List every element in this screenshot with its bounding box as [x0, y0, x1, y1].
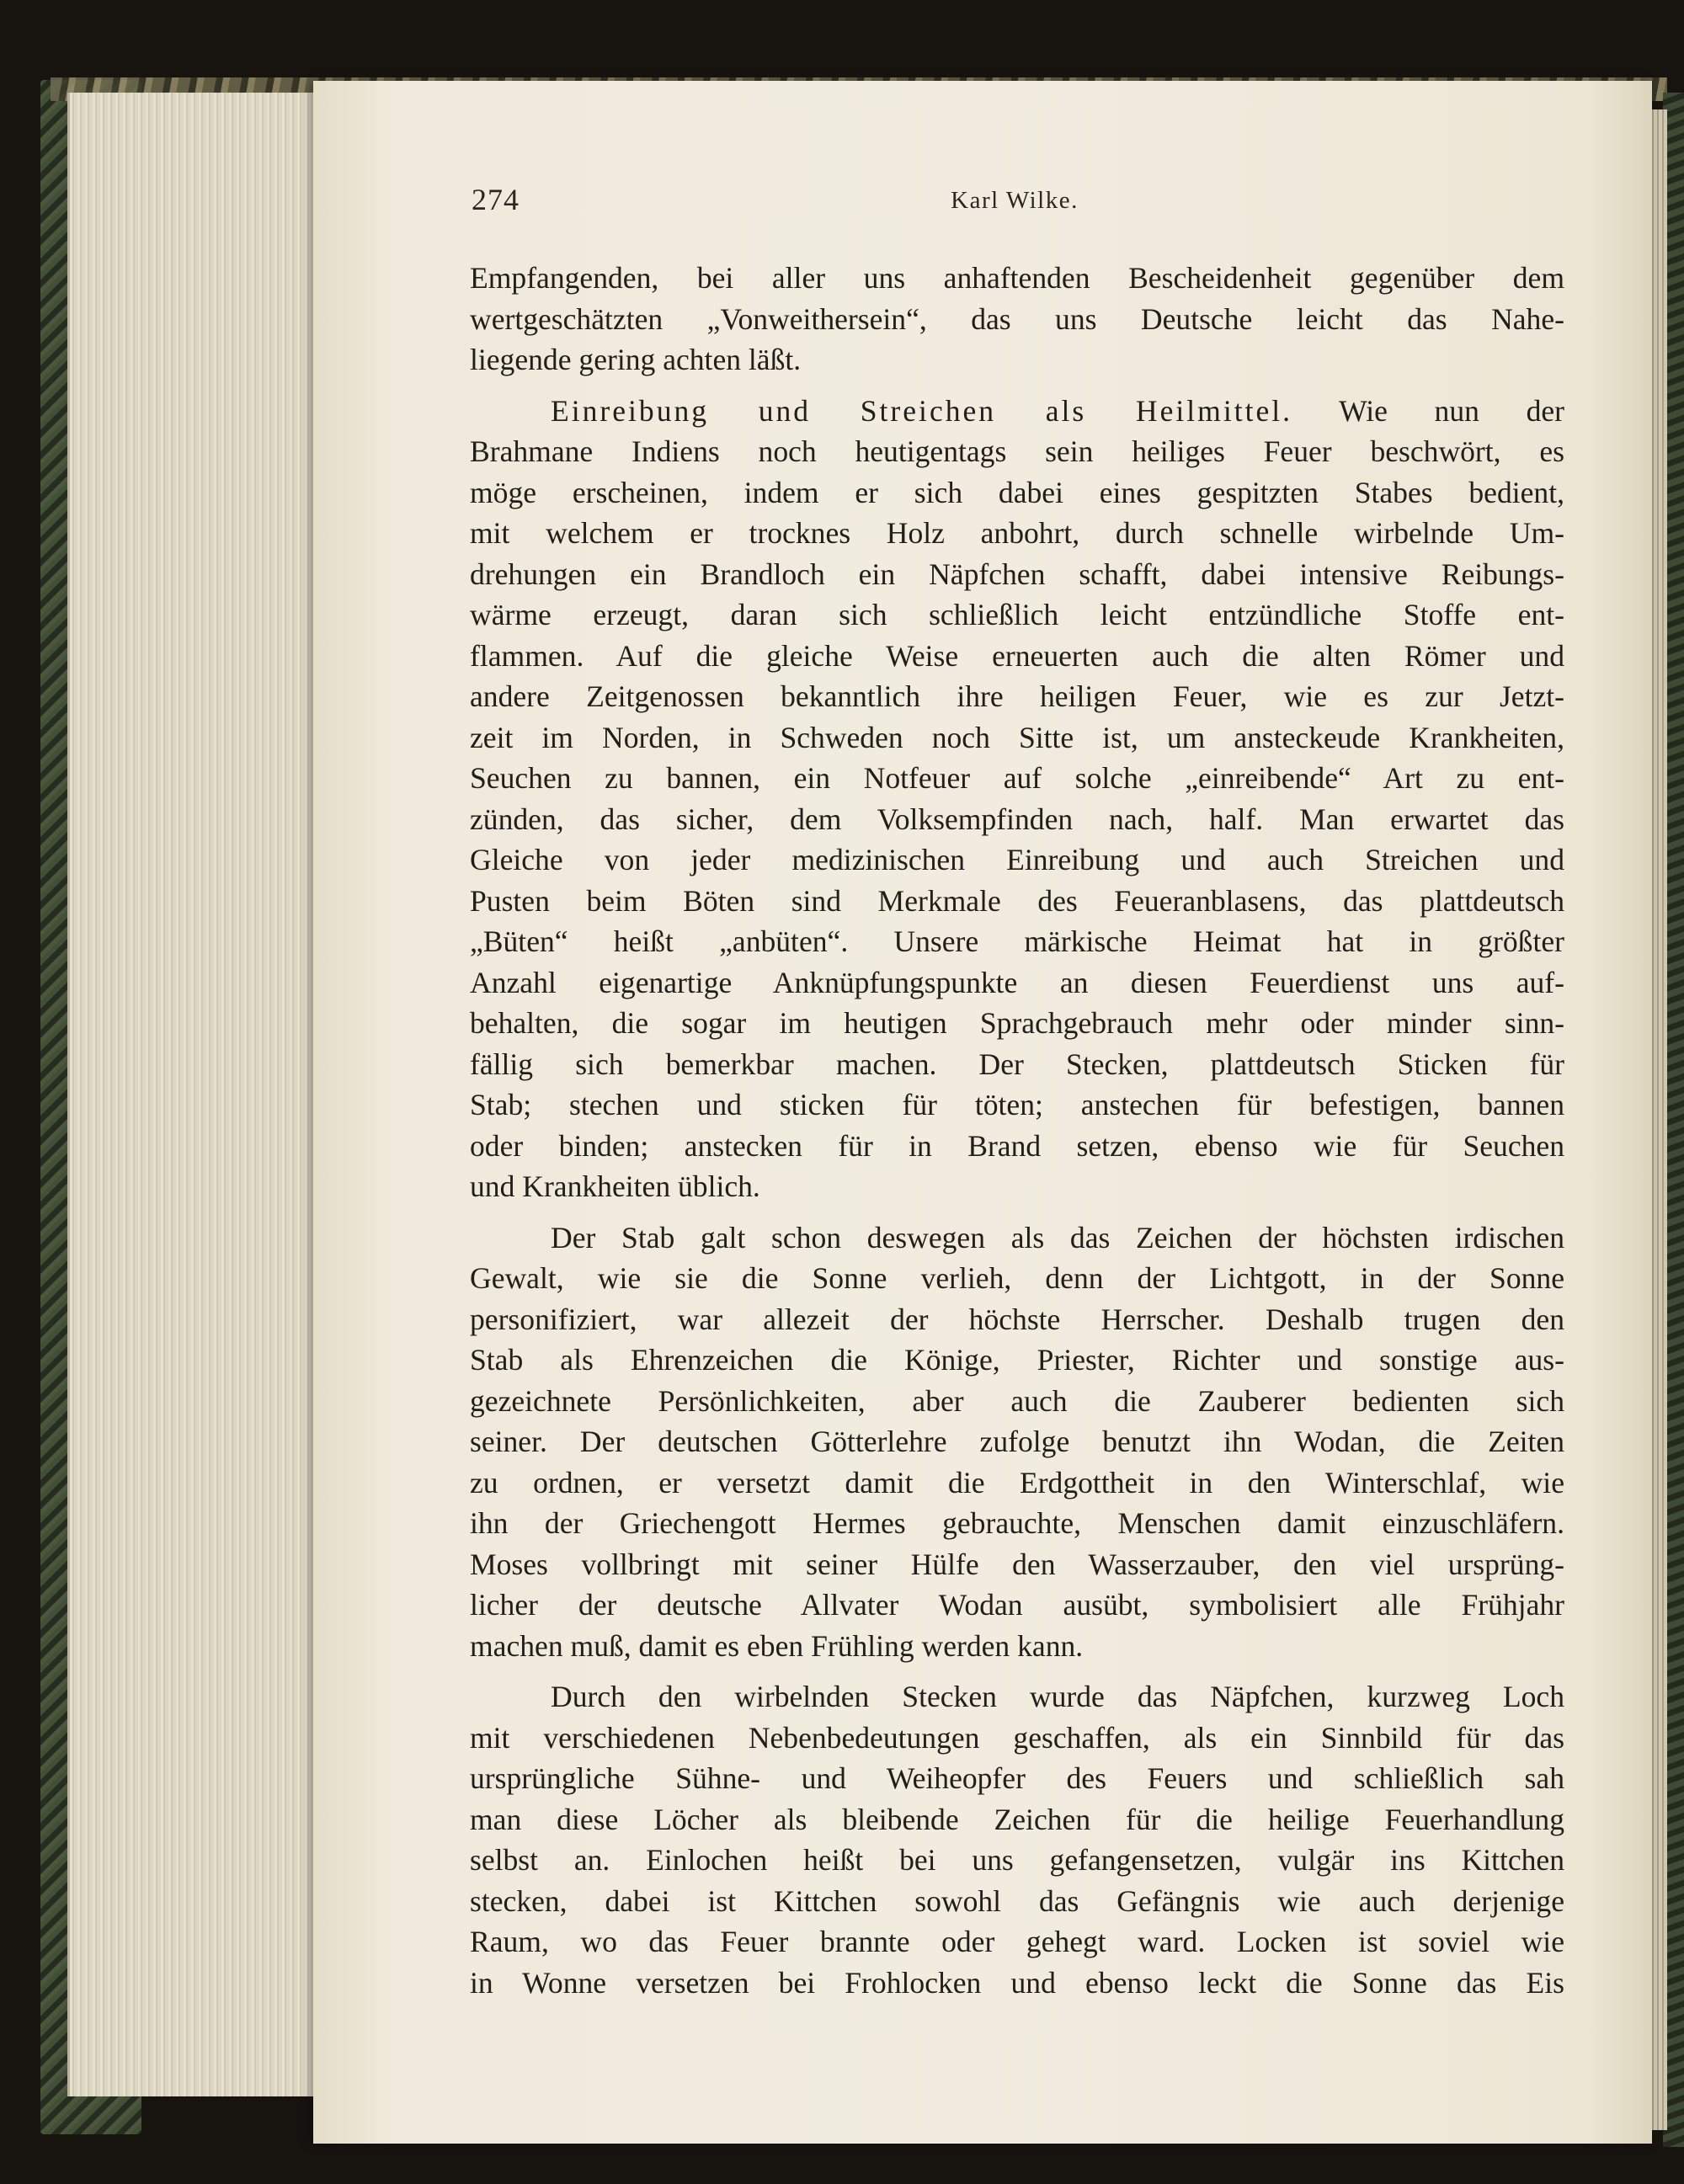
text-line: und Krankheiten üblich.: [470, 1169, 760, 1203]
text-line: in Wonne versetzen bei Frohlocken und ebenso leckt die Sonne das Eis: [470, 1965, 1564, 2000]
text-line: wertgeschätzten „Vonweithersein“, das uns Deutsche leicht das Nahe-: [470, 301, 1564, 336]
text-line: zeit im Norden, in Schweden noch Sitte ist, um ansteckeude Krankheiten,: [470, 720, 1564, 754]
body-text: [470, 258, 1564, 2003]
text-line: Anzahl eigenartige Anknüpfungspunkte an diesen Feuerdienst uns auf-: [470, 965, 1564, 999]
text-line: seiner. Der deutschen Götterlehre zufolge benutzt ihn Wodan, die Zeiten: [470, 1425, 1564, 1458]
text-line: Seuchen zu bannen, ein Notfeuer auf solche „einreibende“ Art zu ent-: [470, 761, 1564, 795]
paragraph: [470, 1217, 1564, 1667]
text-line: Empfangenden, bei aller uns anhaftenden Bescheidenheit gegenüber dem: [470, 261, 1564, 295]
text-line: machen muß, damit es eben Frühling werden kann.: [470, 1628, 1084, 1663]
running-title: Karl Wilke.: [951, 187, 1079, 214]
text-line: flammen. Auf die gleiche Weise erneuerten auch die alten Römer und: [470, 638, 1564, 673]
paragraph: [470, 258, 1564, 381]
book-page: [313, 81, 1652, 2144]
text-line: Gewalt, wie sie die Sonne verlieh, denn der Lichtgott, in der Sonne: [470, 1261, 1564, 1295]
text-line: stecken, dabei ist Kittchen sowohl das Gefängnis wie auch derjenige: [470, 1883, 1564, 1918]
text-line: wärme erzeugt, daran sich schließlich leicht entzündliche Stoffe ent-: [470, 598, 1564, 631]
text-line: Moses vollbringt mit seiner Hülfe den Wasserzauber, den viel ursprüng-: [470, 1547, 1564, 1581]
text-line: möge erscheinen, indem er sich dabei eines gespitzten Stabes bedient,: [470, 475, 1564, 509]
text-line: Der Stab galt schon deswegen als das Zeichen der höchsten irdischen: [551, 1220, 1564, 1254]
paragraph: [470, 1676, 1564, 2003]
text-line: mit verschiedenen Nebenbedeutungen geschaffen, als ein Sinnbild für das: [470, 1720, 1564, 1755]
text-line: behalten, die sogar im heutigen Sprachgebrauch mehr oder minder sinn-: [470, 1006, 1564, 1040]
text-line: [470, 391, 1564, 432]
text-line: licher der deutsche Allvater Wodan ausübt, symbolisiert alle Frühjahr: [470, 1588, 1564, 1622]
section-heading: Einreibung und Streichen als Heilmittel.: [551, 393, 1293, 428]
text-line: Raum, wo das Feuer brannte oder gehegt ward. Locken ist soviel wie: [470, 1925, 1564, 1958]
text-line: gezeichnete Persönlichkeiten, aber auch die Zauberer bedienten sich: [470, 1383, 1564, 1418]
text-line: personifiziert, war allezeit der höchste Herrscher. Deshalb trugen den: [470, 1302, 1564, 1336]
page-number: 274: [472, 183, 520, 216]
text-line: Stab als Ehrenzeichen die Könige, Priester, Richter und sonstige aus-: [470, 1343, 1564, 1377]
paragraph: [470, 391, 1564, 1207]
text-line: man diese Löcher als bleibende Zeichen für die heilige Feuerhandlung: [470, 1802, 1564, 1836]
running-head: [472, 182, 1558, 232]
text-line: Gleiche von jeder medizinischen Einreibung und auch Streichen und: [470, 843, 1564, 876]
text-line: Stab; stechen und sticken für töten; anstechen für befestigen, bannen: [470, 1088, 1564, 1121]
text-line: „Büten“ heißt „anbüten“. Unsere märkische Heimat hat in größter: [470, 924, 1564, 958]
text-line: drehungen ein Brandloch ein Näpfchen schafft, dabei intensive Reibungs-: [470, 557, 1564, 591]
text-line: Pusten beim Böten sind Merkmale des Feueranblasens, das plattdeutsch: [470, 883, 1564, 918]
text-line: selbst an. Einlochen heißt bei uns gefangensetzen, vulgär ins Kittchen: [470, 1843, 1564, 1877]
text-line: mit welchem er trocknes Holz anbohrt, durch schnelle wirbelnde Um-: [470, 516, 1564, 550]
text-line: ursprüngliche Sühne- und Weiheopfer des Feuers und schließlich sah: [470, 1761, 1564, 1795]
text-line: zünden, das sicher, dem Volksempfinden nach, half. Man erwartet das: [470, 802, 1564, 836]
text-line: fällig sich bemerkbar machen. Der Stecken, plattdeutsch Sticken für: [470, 1047, 1564, 1081]
text-line: Brahmane Indiens noch heutigentags sein heiliges Feuer beschwört, es: [470, 434, 1564, 468]
text-line: ihn der Griechengott Hermes gebrauchte, Menschen damit einzuschläfern.: [470, 1506, 1564, 1540]
text-line: Durch den wirbelnden Stecken wurde das Näpfchen, kurzweg Loch: [551, 1680, 1564, 1713]
text-line: liegende gering achten läßt.: [470, 343, 802, 376]
text-line: andere Zeitgenossen bekanntlich ihre heiligen Feuer, wie es zur Jetzt-: [470, 679, 1564, 713]
left-page-stack: [67, 93, 322, 2096]
text-line: zu ordnen, er versetzt damit die Erdgottheit in den Winterschlaf, wie: [470, 1465, 1564, 1500]
text-line-rest: Wie nun der: [1339, 393, 1564, 428]
text-line: oder binden; anstecken für in Brand setzen, ebenso wie für Seuchen: [470, 1128, 1564, 1163]
